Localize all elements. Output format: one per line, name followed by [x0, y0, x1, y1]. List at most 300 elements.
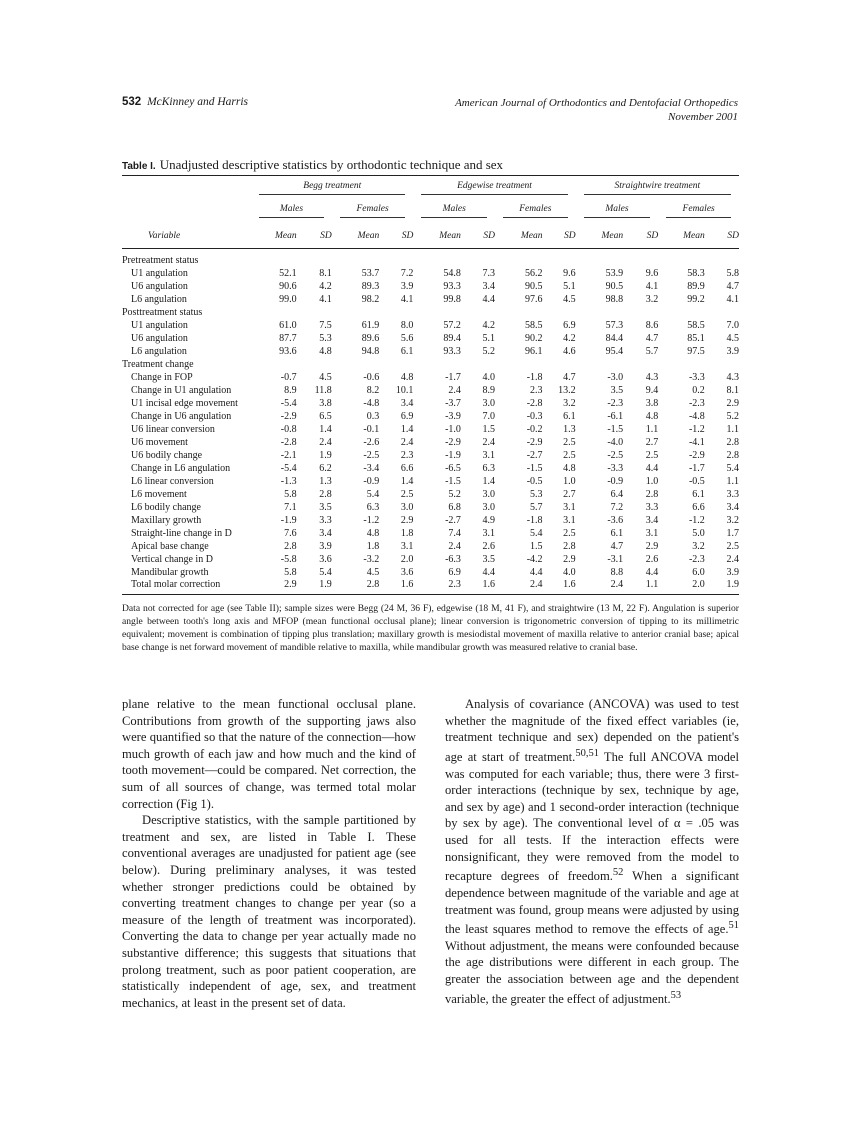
sd-cell: 4.3 — [645, 371, 659, 383]
mean-cell: -5.4 — [280, 397, 297, 409]
sd-cell: 4.8 — [400, 371, 414, 383]
sd-cell: 1.1 — [726, 475, 739, 487]
sd-cell: 5.2 — [482, 345, 495, 357]
row-label: U6 angulation — [131, 332, 188, 344]
mean-cell: 90.2 — [525, 332, 543, 344]
table-row — [122, 527, 739, 540]
sd-cell: 8.1 — [726, 384, 739, 396]
table-top-rule — [122, 175, 739, 176]
mean-cell: 0.2 — [692, 384, 705, 396]
mean-cell: -1.9 — [445, 449, 461, 461]
sd-cell: 8.9 — [482, 384, 495, 396]
sd-cell: 1.7 — [726, 527, 739, 539]
sd-cell: 2.7 — [645, 436, 659, 448]
sd-cell: 1.4 — [482, 475, 495, 487]
mean-cell: -6.5 — [445, 462, 461, 474]
sd-cell: 4.0 — [482, 371, 495, 383]
table-body — [122, 249, 739, 595]
stat-header: Mean — [495, 224, 543, 249]
sd-cell: 3.0 — [482, 501, 495, 513]
mean-cell: 5.0 — [692, 527, 705, 539]
mean-cell: 58.5 — [687, 319, 705, 331]
sd-cell: 2.5 — [563, 527, 576, 539]
mean-cell: 4.5 — [366, 566, 380, 578]
mean-cell: 58.5 — [525, 319, 543, 331]
running-header-right — [455, 96, 738, 124]
sd-cell: 3.0 — [482, 488, 495, 500]
mean-cell: -2.8 — [280, 436, 297, 448]
mean-cell: -4.1 — [688, 436, 705, 448]
sd-cell: 2.5 — [563, 449, 576, 461]
sd-cell: 3.8 — [645, 397, 659, 409]
sd-cell: 2.8 — [726, 436, 739, 448]
sd-cell: 7.5 — [319, 319, 332, 331]
row-label: U6 linear conversion — [131, 423, 215, 435]
citation: 53 — [670, 989, 682, 1001]
sd-cell: 3.4 — [319, 527, 332, 539]
mean-cell: 5.8 — [284, 566, 297, 578]
sd-cell: 2.5 — [645, 449, 659, 461]
table-row — [122, 319, 739, 332]
row-label: Mandibular growth — [131, 566, 209, 578]
mean-cell: -3.7 — [445, 397, 461, 409]
table-row — [122, 332, 739, 345]
sd-cell: 9.6 — [645, 267, 659, 279]
mean-cell: -3.6 — [607, 514, 624, 526]
sd-cell: 6.9 — [400, 410, 414, 422]
sd-cell: 1.0 — [645, 475, 659, 487]
sd-cell: 2.9 — [645, 540, 659, 552]
row-label: Change in U1 angulation — [131, 384, 232, 396]
mean-cell: 57.2 — [443, 319, 461, 331]
sd-cell: 2.3 — [400, 449, 414, 461]
variable-header: Variable — [122, 224, 251, 249]
page-number: 532 — [122, 96, 142, 108]
sd-cell: 1.5 — [482, 423, 495, 435]
row-label: U1 angulation — [131, 267, 188, 279]
mean-cell: 0.3 — [366, 410, 380, 422]
mean-cell: -4.8 — [363, 397, 380, 409]
table-row — [122, 423, 739, 436]
sd-cell: 3.4 — [400, 397, 414, 409]
sd-cell: 6.1 — [400, 345, 414, 357]
mean-cell: 6.9 — [448, 566, 461, 578]
body-paragraph: plane relative to the mean functional occlusal plane. Contributions from growth of the supporting jaws also were quantified so that the nature of the connection—how much growth of each jaw and how much and the kind of tooth movement—could be compared. Net correction, the sum of all sources of change, was termed total molar correction (Fig 1). — [122, 697, 416, 811]
mean-cell: -0.7 — [280, 371, 297, 383]
sd-cell: 3.2 — [563, 397, 576, 409]
row-label: L6 angulation — [131, 293, 187, 305]
sd-cell: 3.4 — [726, 501, 739, 513]
sd-cell: 1.4 — [319, 423, 332, 435]
mean-cell: 89.4 — [443, 332, 461, 344]
row-label: L6 movement — [131, 488, 187, 500]
mean-cell: -0.2 — [526, 423, 543, 435]
sd-cell: 2.5 — [400, 488, 414, 500]
stat-header: Mean — [413, 224, 461, 249]
row-label: U6 bodily change — [131, 449, 203, 461]
row-label: U1 incisal edge movement — [131, 397, 238, 409]
sd-cell: 4.8 — [319, 345, 332, 357]
sd-cell: 4.8 — [563, 462, 576, 474]
stat-header: SD — [297, 224, 332, 249]
sd-cell: 6.1 — [563, 410, 576, 422]
mean-cell: 56.2 — [525, 267, 543, 279]
body-column-left — [122, 696, 416, 1011]
sd-cell: 2.8 — [319, 488, 332, 500]
mean-cell: 1.8 — [366, 540, 380, 552]
sd-cell: 4.4 — [645, 566, 659, 578]
sd-cell: 4.1 — [726, 293, 739, 305]
mean-cell: -3.9 — [445, 410, 461, 422]
row-label: Change in FOP — [131, 371, 193, 383]
table-row — [122, 436, 739, 449]
row-label: Total molar correction — [122, 579, 251, 595]
sd-cell: 1.0 — [563, 475, 576, 487]
mean-cell: -1.5 — [607, 423, 624, 435]
sd-cell: 3.4 — [482, 280, 495, 292]
table-row — [122, 553, 739, 566]
sd-cell: 4.5 — [563, 293, 576, 305]
sd-cell: 3.6 — [319, 553, 332, 565]
mean-cell: 5.4 — [530, 527, 543, 539]
section-row — [122, 358, 739, 371]
sd-cell: 2.8 — [726, 449, 739, 461]
sd-cell: 3.8 — [319, 397, 332, 409]
sd-cell: 4.5 — [726, 332, 739, 344]
sd-cell: 4.4 — [482, 293, 495, 305]
sd-cell: 1.4 — [400, 423, 414, 435]
sd-cell: 3.9 — [400, 280, 414, 292]
mean-cell: 6.6 — [692, 501, 705, 513]
sd-cell: 5.3 — [319, 332, 332, 344]
sd-cell: 10.1 — [395, 384, 414, 396]
mean-cell: -1.8 — [526, 514, 543, 526]
sd-cell: 1.3 — [319, 475, 332, 487]
sd-cell: 1.6 — [461, 579, 495, 595]
sd-cell: 4.4 — [645, 462, 659, 474]
mean-cell: -0.3 — [526, 410, 543, 422]
sd-cell: 1.3 — [563, 423, 576, 435]
row-label: Apical base change — [131, 540, 209, 552]
sd-cell: 3.9 — [726, 566, 739, 578]
sd-cell: 2.9 — [563, 553, 576, 565]
mean-cell: -4.8 — [688, 410, 705, 422]
sd-cell: 4.9 — [482, 514, 495, 526]
mean-cell: 6.8 — [448, 501, 461, 513]
sd-cell: 4.0 — [563, 566, 576, 578]
table-row — [122, 514, 739, 527]
table-row — [122, 267, 739, 280]
sd-cell: 3.5 — [482, 553, 495, 565]
citation: 51 — [728, 920, 739, 932]
mean-cell: 6.3 — [366, 501, 380, 513]
sd-cell: 4.7 — [726, 280, 739, 292]
mean-cell: 6.1 — [692, 488, 705, 500]
sd-cell: 4.1 — [319, 293, 332, 305]
mean-cell: -1.2 — [688, 514, 705, 526]
sex-header: Males — [576, 198, 659, 224]
mean-cell: 98.8 — [605, 293, 624, 305]
mean-cell: 90.6 — [279, 280, 297, 292]
mean-cell: 95.4 — [605, 345, 624, 357]
table-title: Unadjusted descriptive statistics by orthodontic technique and sex — [159, 157, 504, 172]
section-title: Posttreatment status — [122, 306, 203, 318]
mean-cell: -4.0 — [607, 436, 624, 448]
mean-cell: 8.8 — [610, 566, 624, 578]
mean-cell: 89.3 — [361, 280, 380, 292]
table-row — [122, 579, 739, 595]
mean-cell: -0.9 — [363, 475, 380, 487]
table-row — [122, 449, 739, 462]
body-column-right — [445, 696, 739, 1007]
sd-cell: 1.6 — [543, 579, 576, 595]
mean-cell: 53.7 — [361, 267, 380, 279]
sd-cell: 2.5 — [726, 540, 739, 552]
sd-cell: 3.5 — [319, 501, 332, 513]
mean-cell: -2.3 — [607, 397, 624, 409]
sd-cell: 2.8 — [645, 488, 659, 500]
mean-cell: 53.9 — [605, 267, 624, 279]
sex-header: Females — [332, 198, 414, 224]
mean-cell: 4.7 — [610, 540, 624, 552]
mean-cell: -1.2 — [688, 423, 705, 435]
mean-cell: -2.9 — [688, 449, 705, 461]
row-label: L6 linear conversion — [131, 475, 214, 487]
mean-cell: -3.1 — [607, 553, 624, 565]
row-label: Change in U6 angulation — [131, 410, 232, 422]
sd-cell: 6.6 — [400, 462, 414, 474]
sd-cell: 4.1 — [400, 293, 414, 305]
header-spacer — [122, 178, 251, 198]
mean-cell: -3.4 — [363, 462, 380, 474]
sd-cell: 2.8 — [563, 540, 576, 552]
mean-cell: -3.2 — [363, 553, 380, 565]
table-row — [122, 566, 739, 579]
body-paragraph: Descriptive statistics, with the sample partitioned by treatment and sex, are listed in Table I. These conventional averages are unadjusted for patient age (see below). During preliminary analyses, it was tested whether stronger predictions could be obtained by converting treatment changes to change per year (so a measure of the length of treatment was incorporated). Converting the data to change per year actually made no substantive difference; this suggests that situations that prolong treatment, such as poor patient cooperation, are statistically independent of age, sex, and treatment mechanics, at least in the present set of data. — [122, 813, 416, 1010]
mean-cell: -0.9 — [607, 475, 624, 487]
sd-cell: 3.3 — [319, 514, 332, 526]
mean-cell: 99.0 — [279, 293, 297, 305]
stat-header: SD — [543, 224, 576, 249]
mean-cell: 98.2 — [361, 293, 380, 305]
sd-cell: 1.4 — [400, 475, 414, 487]
sd-cell: 2.5 — [563, 436, 576, 448]
mean-cell: -1.8 — [526, 371, 543, 383]
mean-cell: -1.3 — [280, 475, 297, 487]
row-label: Change in L6 angulation — [131, 462, 231, 474]
sd-cell: 4.8 — [645, 410, 659, 422]
mean-cell: -3.0 — [607, 371, 624, 383]
mean-cell: 89.6 — [361, 332, 380, 344]
mean-cell: 8.9 — [284, 384, 297, 396]
sd-cell: 5.1 — [563, 280, 576, 292]
table-caption — [122, 157, 503, 173]
mean-cell: 6.4 — [610, 488, 624, 500]
mean-cell: -3.3 — [688, 371, 705, 383]
mean-cell: 6.0 — [692, 566, 705, 578]
sex-header: Females — [495, 198, 576, 224]
mean-cell: -0.1 — [363, 423, 380, 435]
section-title: Treatment change — [122, 358, 194, 370]
sd-cell: 4.2 — [563, 332, 576, 344]
mean-cell: -2.3 — [688, 397, 705, 409]
sd-cell: 7.0 — [482, 410, 495, 422]
sd-cell: 9.4 — [645, 384, 659, 396]
stat-header: SD — [705, 224, 739, 249]
mean-cell: 2.8 — [284, 540, 297, 552]
sex-header: Females — [658, 198, 739, 224]
sd-cell: 5.2 — [726, 410, 739, 422]
sd-cell: 2.4 — [400, 436, 414, 448]
sd-cell: 5.7 — [645, 345, 659, 357]
sd-cell: 4.2 — [482, 319, 495, 331]
sd-cell: 3.9 — [319, 540, 332, 552]
mean-cell: 90.5 — [605, 280, 624, 292]
body-paragraph: Analysis of covariance (ANCOVA) was used to test whether the magnitude of the fixed effect variables (ie, treatment technique and sex) depended on the patient's age at start of treatment.$^{50,51}$ The full ANCOVA model was computed for each variable; thus, there were 3 first-order interactions (technique by sex, technique by age, and sex by age) and 1 second-order interaction (technique by sex by age). The conventional level of α = .05 was used for all tests. If the interaction effects were nonsignificant, they were removed from the model to recapture degrees of freedom.$^{52}$ When a significant dependence between magnitude of the variable and age at treatment was found, group means were adjusted by using the least squares method to remove the effects of age.$^{51}$ Without adjustment, the means were confounded because the age distributions were different in each group. The greater the association between age and the dependent variable, the greater the effect of adjustment.$^{53}$ — [445, 697, 739, 1006]
mean-cell: 2.3 — [413, 579, 461, 595]
mean-cell: 89.9 — [687, 280, 705, 292]
sd-cell: 5.8 — [726, 267, 739, 279]
mean-cell: 61.9 — [361, 319, 380, 331]
group-header: Straightwire treatment — [576, 178, 739, 198]
mean-cell: -2.9 — [445, 436, 461, 448]
sd-cell: 7.2 — [400, 267, 414, 279]
sd-cell: 2.6 — [482, 540, 495, 552]
mean-cell: 2.3 — [530, 384, 543, 396]
mean-cell: 1.5 — [530, 540, 543, 552]
sex-header: Males — [251, 198, 332, 224]
section-row — [122, 249, 739, 268]
mean-cell: -1.2 — [363, 514, 380, 526]
mean-cell: -2.5 — [607, 449, 624, 461]
sd-cell: 1.1 — [645, 423, 659, 435]
mean-cell: -6.1 — [607, 410, 624, 422]
sd-cell: 1.9 — [705, 579, 739, 595]
sd-cell: 1.9 — [297, 579, 332, 595]
running-authors: McKinney and Harris — [147, 96, 248, 108]
mean-cell: 54.8 — [443, 267, 461, 279]
stat-header: Mean — [332, 224, 380, 249]
sd-cell: 4.3 — [726, 371, 739, 383]
mean-cell: -2.1 — [280, 449, 297, 461]
mean-cell: 94.8 — [361, 345, 380, 357]
sd-cell: 6.3 — [482, 462, 495, 474]
stat-header: SD — [379, 224, 413, 249]
mean-cell: -1.5 — [445, 475, 461, 487]
mean-cell: 93.3 — [443, 280, 461, 292]
table-row — [122, 462, 739, 475]
table-row — [122, 371, 739, 384]
sd-cell: 3.1 — [563, 514, 576, 526]
mean-cell: -2.7 — [526, 449, 543, 461]
mean-cell: -2.3 — [688, 553, 705, 565]
mean-cell: 90.5 — [525, 280, 543, 292]
sd-cell: 1.1 — [726, 423, 739, 435]
mean-cell: 7.1 — [284, 501, 297, 513]
sd-cell: 3.4 — [645, 514, 659, 526]
sd-cell: 2.4 — [482, 436, 495, 448]
sd-cell: 5.6 — [400, 332, 414, 344]
mean-cell: -5.8 — [280, 553, 297, 565]
sex-header: Males — [413, 198, 495, 224]
mean-cell: 6.1 — [610, 527, 624, 539]
table-row — [122, 475, 739, 488]
mean-cell: -1.7 — [445, 371, 461, 383]
mean-cell: 5.8 — [284, 488, 297, 500]
sd-cell: 4.6 — [563, 345, 576, 357]
sd-cell: 1.1 — [623, 579, 658, 595]
mean-cell: 52.1 — [279, 267, 297, 279]
mean-cell: 2.0 — [658, 579, 705, 595]
table-label: Table I. — [122, 161, 156, 172]
sd-cell: 1.8 — [400, 527, 414, 539]
section-row — [122, 306, 739, 319]
sd-cell: 5.1 — [482, 332, 495, 344]
mean-cell: -1.7 — [688, 462, 705, 474]
sd-cell: 7.0 — [726, 319, 739, 331]
sd-cell: 11.8 — [314, 384, 332, 396]
sd-cell: 3.1 — [482, 527, 495, 539]
stat-header: SD — [461, 224, 495, 249]
sd-cell: 6.5 — [319, 410, 332, 422]
mean-cell: 8.2 — [366, 384, 380, 396]
mean-cell: 4.4 — [530, 566, 543, 578]
citation: 52 — [612, 867, 624, 879]
statistics-table — [122, 178, 739, 595]
sd-cell: 5.4 — [319, 566, 332, 578]
mean-cell: 2.4 — [448, 540, 461, 552]
mean-cell: -0.5 — [688, 475, 705, 487]
mean-cell: 99.8 — [443, 293, 461, 305]
mean-cell: 57.3 — [605, 319, 624, 331]
table-row — [122, 540, 739, 553]
sd-cell: 3.9 — [726, 345, 739, 357]
mean-cell: -2.7 — [445, 514, 461, 526]
mean-cell: -2.9 — [526, 436, 543, 448]
sd-cell: 2.9 — [726, 397, 739, 409]
sd-cell: 3.3 — [726, 488, 739, 500]
table-footnote: Data not corrected for age (see Table II); sample sizes were Begg (24 M, 36 F), edgewise (18 M, 41 F), and straightwire (13 M, 22 F). Angulation is superior angle between tooth's long axis and MFOP (mean functional occlusal plane); linear conversion is trigonometric conversion of tipping to its millimetric equivalent; movement is combination of tipping plus translation; maxillary growth is mesiodistal movement of maxilla relative to anterior cranial base; apical base change is net forward movement of mandible relative to maxilla, while mandibular growth was measured relative to cranial base. — [122, 603, 739, 653]
group-header: Begg treatment — [251, 178, 413, 198]
row-label: U6 movement — [131, 436, 188, 448]
row-label: Straight-line change in D — [131, 527, 232, 539]
mean-cell: -2.6 — [363, 436, 380, 448]
mean-cell: 5.7 — [530, 501, 543, 513]
sd-cell: 2.0 — [400, 553, 414, 565]
sd-cell: 2.7 — [563, 488, 576, 500]
sd-cell: 4.7 — [645, 332, 659, 344]
sd-cell: 3.0 — [400, 501, 414, 513]
sd-cell: 4.7 — [563, 371, 576, 383]
mean-cell: -6.3 — [445, 553, 461, 565]
row-label: Vertical change in D — [131, 553, 213, 565]
mean-cell: -2.9 — [280, 410, 297, 422]
table-row — [122, 293, 739, 306]
sd-cell: 3.1 — [645, 527, 659, 539]
mean-cell: 3.2 — [692, 540, 705, 552]
mean-cell: 3.5 — [610, 384, 624, 396]
sd-cell: 3.2 — [645, 293, 659, 305]
mean-cell: 58.3 — [687, 267, 705, 279]
mean-cell: -1.9 — [280, 514, 297, 526]
sd-cell: 6.9 — [563, 319, 576, 331]
sd-cell: 8.1 — [319, 267, 332, 279]
table-row — [122, 410, 739, 423]
mean-cell: 96.1 — [525, 345, 543, 357]
mean-cell: -4.2 — [526, 553, 543, 565]
mean-cell: -1.5 — [526, 462, 543, 474]
stat-header: SD — [623, 224, 658, 249]
